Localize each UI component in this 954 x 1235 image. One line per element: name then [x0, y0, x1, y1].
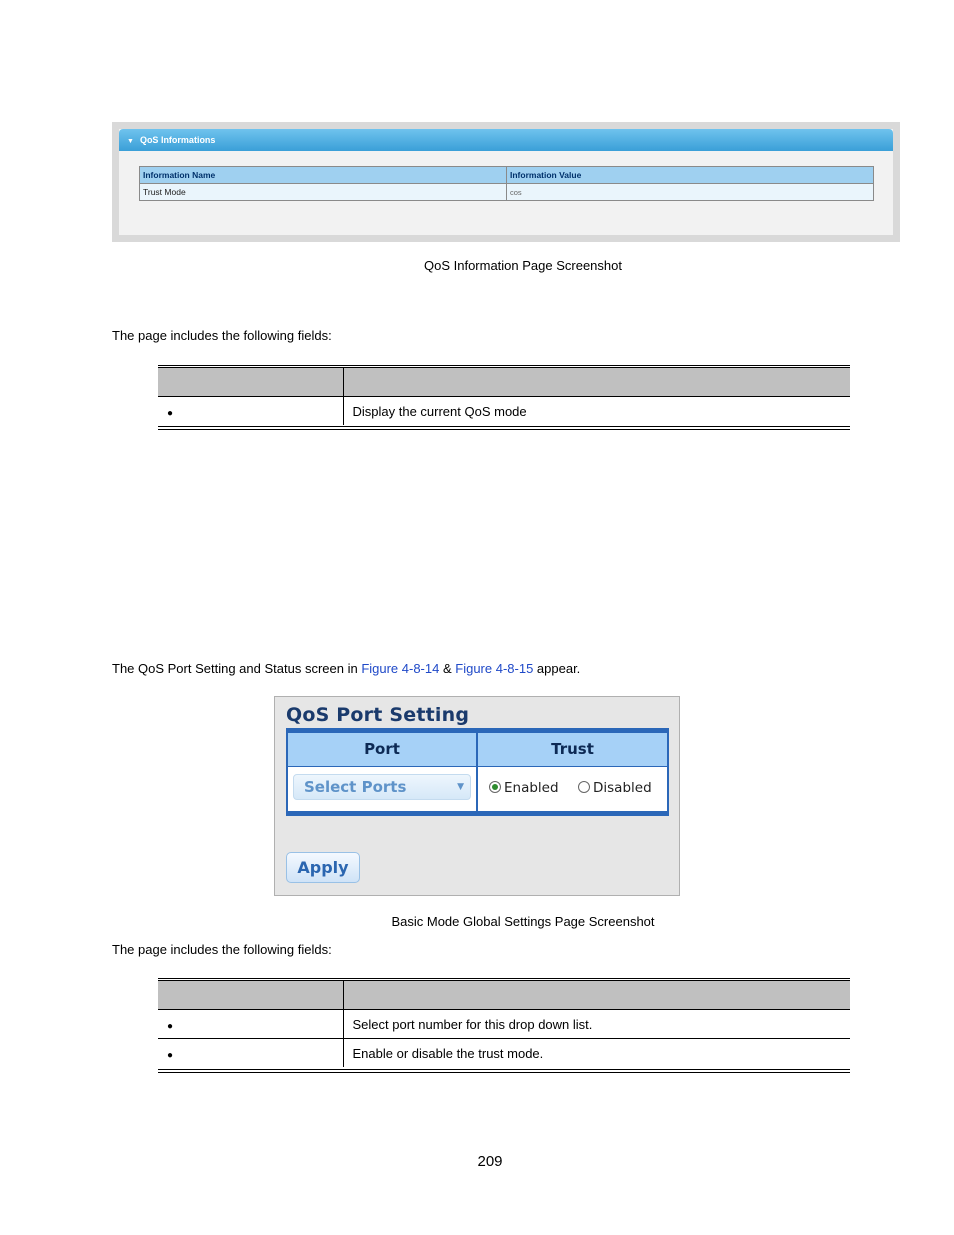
- table-row: [158, 1010, 850, 1039]
- port-cell: [288, 767, 476, 811]
- table-row: [158, 397, 850, 426]
- figure-caption-qos-information: QoS Information Page Screenshot: [423, 258, 622, 273]
- description-cell: Display the current QoS mode: [343, 397, 850, 426]
- intro-text-end: appear.: [533, 661, 581, 676]
- column-header-information-name: Information Name: [140, 167, 507, 184]
- column-header-information-value: Information Value: [507, 167, 874, 184]
- column-header-port: Port: [288, 733, 476, 767]
- qos-information-table: [139, 166, 874, 201]
- trust-cell: [478, 767, 667, 811]
- select-ports-label: Select Ports: [304, 778, 407, 796]
- trust-disabled-radio[interactable]: [578, 780, 652, 796]
- page-number: 209: [477, 1153, 503, 1170]
- qos-information-screenshot: [112, 122, 900, 242]
- collapse-triangle-icon: ▼: [127, 138, 134, 145]
- table-bottom-rule: [158, 1069, 850, 1073]
- trust-enabled-label: Enabled: [504, 780, 559, 796]
- header-object-cell: [158, 368, 343, 397]
- panel-header[interactable]: [119, 129, 893, 151]
- object-cell: [158, 1039, 343, 1068]
- radio-unchecked-icon: [578, 781, 590, 793]
- fields-table-2: [158, 981, 850, 1067]
- port-setting-table: [286, 728, 669, 816]
- select-ports-dropdown[interactable]: [293, 774, 471, 800]
- object-cell: [158, 1010, 343, 1039]
- figure-caption-port-setting: Basic Mode Global Settings Page Screenshot: [391, 914, 655, 929]
- fields-intro-2: The page includes the following fields:: [112, 942, 332, 957]
- fields-intro-1: The page includes the following fields:: [112, 328, 332, 343]
- table-row: [140, 184, 874, 201]
- cell-trust-mode-value: cos: [507, 184, 874, 201]
- intro-ampersand: &: [439, 661, 456, 676]
- object-cell: [158, 397, 343, 426]
- radio-checked-icon: [489, 781, 501, 793]
- cell-trust-mode-label: Trust Mode: [140, 184, 507, 201]
- fields-table-header: [158, 981, 850, 1010]
- fields-table-header: [158, 368, 850, 397]
- description-cell: Select port number for this drop down list.: [343, 1010, 850, 1039]
- table-row: [158, 1039, 850, 1068]
- port-setting-intro: [112, 661, 580, 676]
- intro-text: The QoS Port Setting and Status screen in: [112, 661, 362, 676]
- qos-information-panel: [119, 129, 893, 235]
- port-setting-title: QoS Port Setting: [286, 704, 470, 726]
- figure-link-4-8-14[interactable]: Figure 4-8-14: [361, 661, 440, 676]
- column-header-trust: Trust: [478, 733, 667, 767]
- fields-table-1: [158, 368, 850, 425]
- chevron-down-icon: ▼: [457, 782, 464, 792]
- panel-title: QoS Informations: [139, 135, 216, 145]
- description-cell: Enable or disable the trust mode.: [343, 1039, 850, 1068]
- bullet-icon: ●: [167, 1049, 174, 1061]
- qos-port-setting-screenshot: [274, 696, 680, 896]
- bullet-icon: ●: [167, 407, 174, 419]
- trust-enabled-radio[interactable]: [489, 780, 559, 796]
- bullet-icon: ●: [167, 1020, 174, 1032]
- header-description-cell: [343, 368, 850, 397]
- table-bottom-rule: [158, 426, 850, 430]
- header-description-cell: [343, 981, 850, 1010]
- figure-link-4-8-15[interactable]: Figure 4-8-15: [455, 661, 534, 676]
- apply-button[interactable]: Apply: [286, 852, 360, 883]
- trust-disabled-label: Disabled: [593, 780, 652, 796]
- header-object-cell: [158, 981, 343, 1010]
